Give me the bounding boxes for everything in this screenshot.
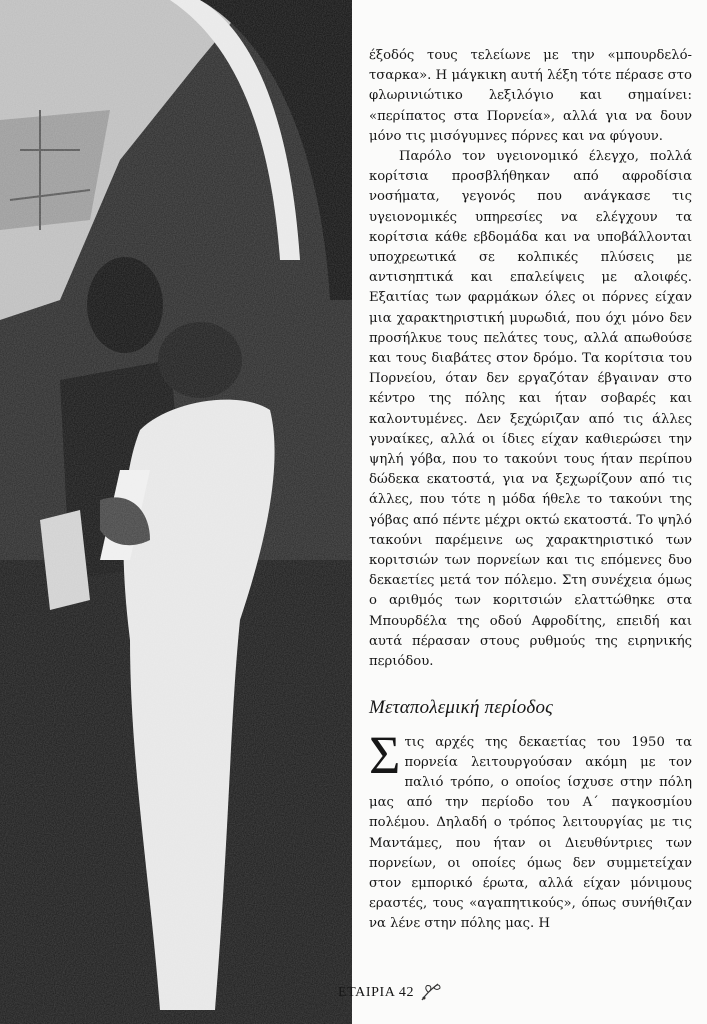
paragraph-1: έξοδός τους τελείωνε με την «μπουρδελό-τσαρκα». Η μάγκικη αυτή λέξη τότε πέρασε στο φλωρινιώτικο λεξιλόγιο και σημαίνει: «περίπατος στα Πορνεία», αλλά για να δουν μόνο τις μισόγυμνες πόρνες και να φύγουν. <box>369 48 692 144</box>
footer-label: ΕΤΑΙΡΙΑ 42 <box>338 985 415 1000</box>
archival-photo <box>0 0 352 1024</box>
section-paragraph <box>369 724 692 935</box>
article-body <box>369 46 692 935</box>
floral-ornament-icon <box>418 980 444 1004</box>
drop-cap: Σ <box>369 724 401 785</box>
section-heading: Μεταπολεμική περίοδος <box>369 697 554 719</box>
section-paragraph-text: τις αρχές της δεκαετίας του 1950 τα πορνεία λειτουργούσαν ακόμη με τον παλιό τρόπο, ο οποίος ίσχυσε στην πόλη μας από την περίοδο του Α΄ παγκοσμίου πολέμου. Δηλαδή ο τρόπος λειτουργίας με τις Μαντάμες, που ήταν οι Διευθύντριες των πορνείων, οι οποίες όμως δεν συμμετείχαν στον εμπορικό έρωτα, αλλά είχαν μόνιμους εραστές, τους «αγαπητικούς», όπως συνήθιζαν να λένε στην πόλης μας. Η <box>369 734 692 932</box>
paragraph-2: Παρόλο τον υγειονομικό έλεγχο, πολλά κορίτσια προσβλήθηκαν από αφροδίσια νοσήματα, γεγονός που ανάγκασε τις υγειονομικές υπηρεσίες να ελέγχουν τα κορίτσια κάθε εβδομάδα και να υποβάλλονται υποχρεωτικά σε κολπικές πλύσεις με αντισηπτικά και επαλείψεις με αλοιφές. Εξαιτίας των φαρμάκων όλες οι πόρνες είχαν μια χαρακτηριστική μυρωδιά, που όχι μόνο δεν προσήλκυε τους πελάτες τους, αλλά απωθούσε και τους διαβάτες στον δρόμο. Τα κορίτσια του Πορνείου, όταν δεν εργαζόταν έβγαιναν στο κέντρο της πόλης και ήταν σοβαρές και καλοντυμένες. Δεν ξεχώριζαν από τις άλλες γυναίκες, αλλά οι ίδιες είχαν καθιερώσει την ψηλή γόβα, που το τακούνι τους ήταν περίπου δώδεκα εκατοστά, για να ξεχωρίζουν από τις άλλες, που τότε η μόδα ήθελε το τακούνι της γόβας από πέντε μέχρι οκτώ εκατοστά. Το ψηλό τακούνι παρέμεινε ως χαρακτηριστικό των κοριτσιών των πορνείων και τις επόμενες δυο δεκαετίες μετά τον πόλεμο. Στη συνέχεια όμως ο αριθμός των κοριτσιών ελαττώθηκε στα Μπουρδέλα της οδού Αφροδίτης, επειδή και αυτά πέρασαν στους ρυθμούς της ειρηνικής περιόδου. <box>369 149 692 670</box>
page-footer <box>338 985 414 1001</box>
